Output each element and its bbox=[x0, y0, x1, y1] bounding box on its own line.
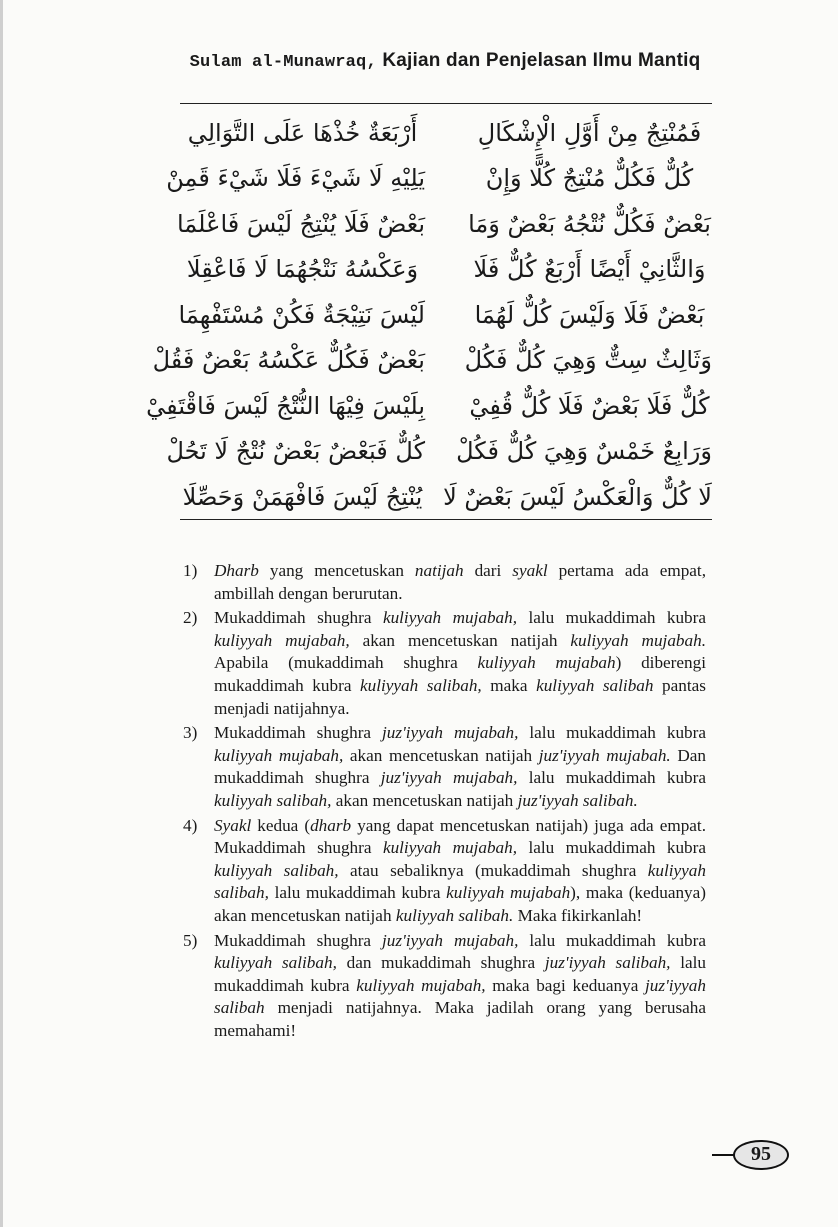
italic-term: kuliyyah mujabah, bbox=[356, 975, 486, 995]
text-run: ), maka (keduanya) akan mencetuskan natijah bbox=[214, 883, 706, 925]
italic-term: kuliyyah mujabah. bbox=[570, 630, 706, 650]
italic-term: juz'iyyah mujabah. bbox=[538, 745, 671, 765]
text-run: dari bbox=[463, 561, 513, 580]
list-item-number: 4) bbox=[183, 815, 198, 835]
verse-right-hemistich: وَرَابِعٌ خَمْسٌ وَهِيَ كُلٌّ فَكُلْ bbox=[456, 437, 712, 466]
text-run: akan mencetuskan natijah bbox=[349, 630, 571, 650]
text-run: dan mukaddimah shughra bbox=[336, 953, 545, 973]
italic-term: kuliyyah mujabah bbox=[477, 653, 616, 673]
verse-left-hemistich: يُنْتِجُ لَيْسَ فَافْهَمَنْ وَحَصِّلَا bbox=[182, 482, 423, 511]
verse-left-hemistich: بِلَيْسَ فِيْهَا النُّتْجُ لَيْسَ فَاقْتَفِيْ bbox=[146, 391, 425, 420]
text-run: Dan mukaddimah shughra bbox=[214, 745, 706, 788]
text-run: lalu mukaddimah kubra bbox=[517, 838, 706, 858]
text-run: Mukaddimah shughra bbox=[214, 608, 383, 628]
list-item-text bbox=[214, 607, 706, 720]
verse-row bbox=[166, 156, 712, 202]
italic-term: juz'iyyah mujabah, bbox=[380, 768, 518, 788]
verse-right-hemistich: وَثَالِثٌ سِتٌّ وَهِيَ كُلٌّ فَكُلْ bbox=[464, 346, 712, 375]
italic-term: kuliyyah mujabah, bbox=[382, 838, 518, 858]
list-item-number: 1) bbox=[183, 561, 198, 580]
page-edge bbox=[0, 0, 3, 1227]
text-run: yang dapat mencetuskan natijah) juga ada empat. Mukaddimah shughra bbox=[214, 815, 706, 858]
verse-right-hemistich: كُلٌّ فَلَا بَعْضٌ فَلَا كُلٌّ قُفِيْ bbox=[469, 391, 710, 420]
poem-top-rule bbox=[180, 103, 712, 104]
verse-right-hemistich: بَعْضٌ فَكُلٌّ نُتْجُهُ بَعْضٌ وَمَا bbox=[468, 209, 711, 238]
italic-term: kuliyyah salibah, bbox=[360, 675, 482, 695]
running-header bbox=[180, 50, 710, 72]
verse-left-hemistich: بَعْضٌ فَلَا يُنْتِجُ لَيْسَ فَاعْلَمَا bbox=[176, 209, 425, 238]
italic-term: kuliyyah mujabah, bbox=[382, 608, 518, 628]
verse-right-hemistich: لَا كُلٌّ وَالْعَكْسُ لَيْسَ بَعْضٌ لَا bbox=[443, 482, 712, 511]
text-run: kedua ( bbox=[251, 815, 311, 835]
arabic-verses bbox=[146, 110, 712, 520]
italic-term: kuliyyah salibah, bbox=[214, 860, 339, 880]
text-run: pertama ada empat, ambillah dengan berurutan. bbox=[214, 561, 706, 603]
list-item bbox=[183, 815, 706, 928]
text-run: maka bbox=[481, 675, 537, 695]
verse-right-hemistich: فَمُنْتِجٌ مِنْ أَوَّلِ الْإِشْكَالِ bbox=[477, 118, 702, 147]
verse-left-hemistich: بَعْضٌ فَكُلٌّ عَكْسُهُ بَعْضٌ فَقُلْ bbox=[152, 346, 425, 375]
italic-term: Dharb bbox=[214, 561, 259, 580]
text-run: ) diberengi mukaddimah kubra bbox=[214, 653, 706, 695]
list-item-number: 3) bbox=[183, 723, 198, 743]
italic-term: kuliyyah mujabah bbox=[446, 883, 571, 903]
text-run: maka bagi keduanya bbox=[485, 975, 646, 995]
verse-row bbox=[176, 201, 712, 247]
verse-row bbox=[152, 338, 712, 384]
text-run: lalu mukaddimah kubra bbox=[518, 930, 706, 950]
text-run: pantas menjadi natijahnya. bbox=[214, 675, 706, 718]
verse-row bbox=[180, 292, 712, 338]
list-item-text bbox=[214, 815, 706, 928]
text-run: lalu mukaddimah kubra bbox=[518, 723, 706, 743]
verse-row bbox=[180, 110, 712, 156]
text-run: lalu mukaddimah kubra bbox=[268, 883, 447, 903]
italic-term: kuliyyah salibah, bbox=[214, 860, 706, 903]
verse-left-hemistich: لَيْسَ نَتِيْجَةٌ فَكُنْ مُسْتَفْهِمَا bbox=[178, 300, 425, 329]
text-run: Mukaddimah shughra bbox=[214, 930, 383, 950]
text-run: Apabila (mukaddimah shughra bbox=[214, 653, 478, 673]
italic-term: natijah bbox=[414, 561, 464, 580]
verse-right-hemistich: وَالثَّانِيْ أَيْضًا أَرْبَعٌ كُلٌّ فَلَا bbox=[473, 255, 706, 284]
list-item bbox=[183, 930, 706, 1043]
italic-term: kuliyyah salibah bbox=[536, 675, 654, 695]
list-item bbox=[183, 560, 706, 605]
verse-left-hemistich: وَعَكْسُهُ نَتْجُهُمَا لَا فَاعْقِلَا bbox=[186, 255, 419, 284]
italic-term: juz'iyyah salibah. bbox=[517, 790, 638, 810]
list-item bbox=[183, 722, 706, 812]
list-item-number: 2) bbox=[183, 608, 198, 628]
header-title-part2: Kajian dan Penjelasan Ilmu Mantiq bbox=[376, 50, 701, 71]
italic-term: Syakl bbox=[214, 815, 252, 835]
verse-left-hemistich: يَلِيْهِ لَا شَيْءَ فَلَا شَيْءَ قَمِنْ bbox=[166, 164, 425, 193]
list-item-text bbox=[214, 560, 706, 605]
verse-right-hemistich: بَعْضٌ فَلَا وَلَيْسَ كُلٌّ لَهُمَا bbox=[474, 300, 705, 329]
verse-row bbox=[146, 383, 712, 429]
italic-term: juz'iyyah mujabah, bbox=[382, 723, 519, 743]
text-run: lalu mukaddimah kubra bbox=[214, 953, 706, 995]
page-number-ornament bbox=[712, 1154, 734, 1156]
text-run: Maka fikirkanlah! bbox=[513, 905, 643, 925]
text-run: lalu mukaddimah kubra bbox=[517, 768, 706, 788]
italic-term: syakl bbox=[512, 561, 548, 580]
poem-bottom-rule bbox=[180, 519, 712, 520]
text-run: yang mencetuskan bbox=[258, 561, 415, 580]
header-title-part1: Sulam al-Munawraq, bbox=[189, 53, 377, 72]
text-run: menjadi natijahnya. Maka jadilah orang yang berusaha memahami! bbox=[214, 998, 706, 1040]
list-item bbox=[183, 607, 706, 720]
italic-term: juz'iyyah salibah, bbox=[544, 953, 671, 973]
italic-term: juz'iyyah salibah bbox=[214, 975, 706, 1018]
list-item-number: 5) bbox=[183, 930, 198, 950]
italic-term: kuliyyah salibah, bbox=[214, 790, 332, 810]
verse-row bbox=[180, 247, 712, 293]
italic-term: juz'iyyah mujabah, bbox=[382, 930, 519, 950]
text-run: akan mencetuskan natijah bbox=[343, 745, 539, 765]
italic-term: kuliyyah mujabah, bbox=[214, 745, 344, 765]
italic-term: kuliyyah salibah, bbox=[214, 953, 337, 973]
list-item-text bbox=[214, 722, 706, 812]
text-run: lalu mukaddimah kubra bbox=[517, 608, 706, 628]
explanation-list bbox=[183, 560, 706, 1044]
verse-row bbox=[180, 474, 712, 520]
verse-right-hemistich: كُلٌّ فَكُلٌّ مُنْتِجٌ كُلًّا وَإِنْ bbox=[485, 164, 694, 193]
text-run: Mukaddimah shughra bbox=[214, 723, 383, 743]
verse-left-hemistich: كُلٌّ فَبَعْضٌ بَعْضٌ نُتْجٌ لَا تَحُلْ bbox=[166, 437, 425, 466]
italic-term: dharb bbox=[310, 815, 352, 835]
list-item-text bbox=[214, 930, 706, 1043]
italic-term: kuliyyah mujabah, bbox=[214, 630, 350, 650]
text-run: akan mencetuskan natijah bbox=[331, 790, 518, 810]
verse-left-hemistich: أَرْبَعَةٌ خُذْهَا عَلَى التَّوَالِي bbox=[187, 118, 418, 147]
italic-term: kuliyyah salibah. bbox=[395, 905, 514, 925]
text-run: atau sebaliknya (mukaddimah shughra bbox=[338, 860, 648, 880]
page-number: 95 bbox=[733, 1140, 789, 1170]
verse-row bbox=[166, 429, 712, 475]
